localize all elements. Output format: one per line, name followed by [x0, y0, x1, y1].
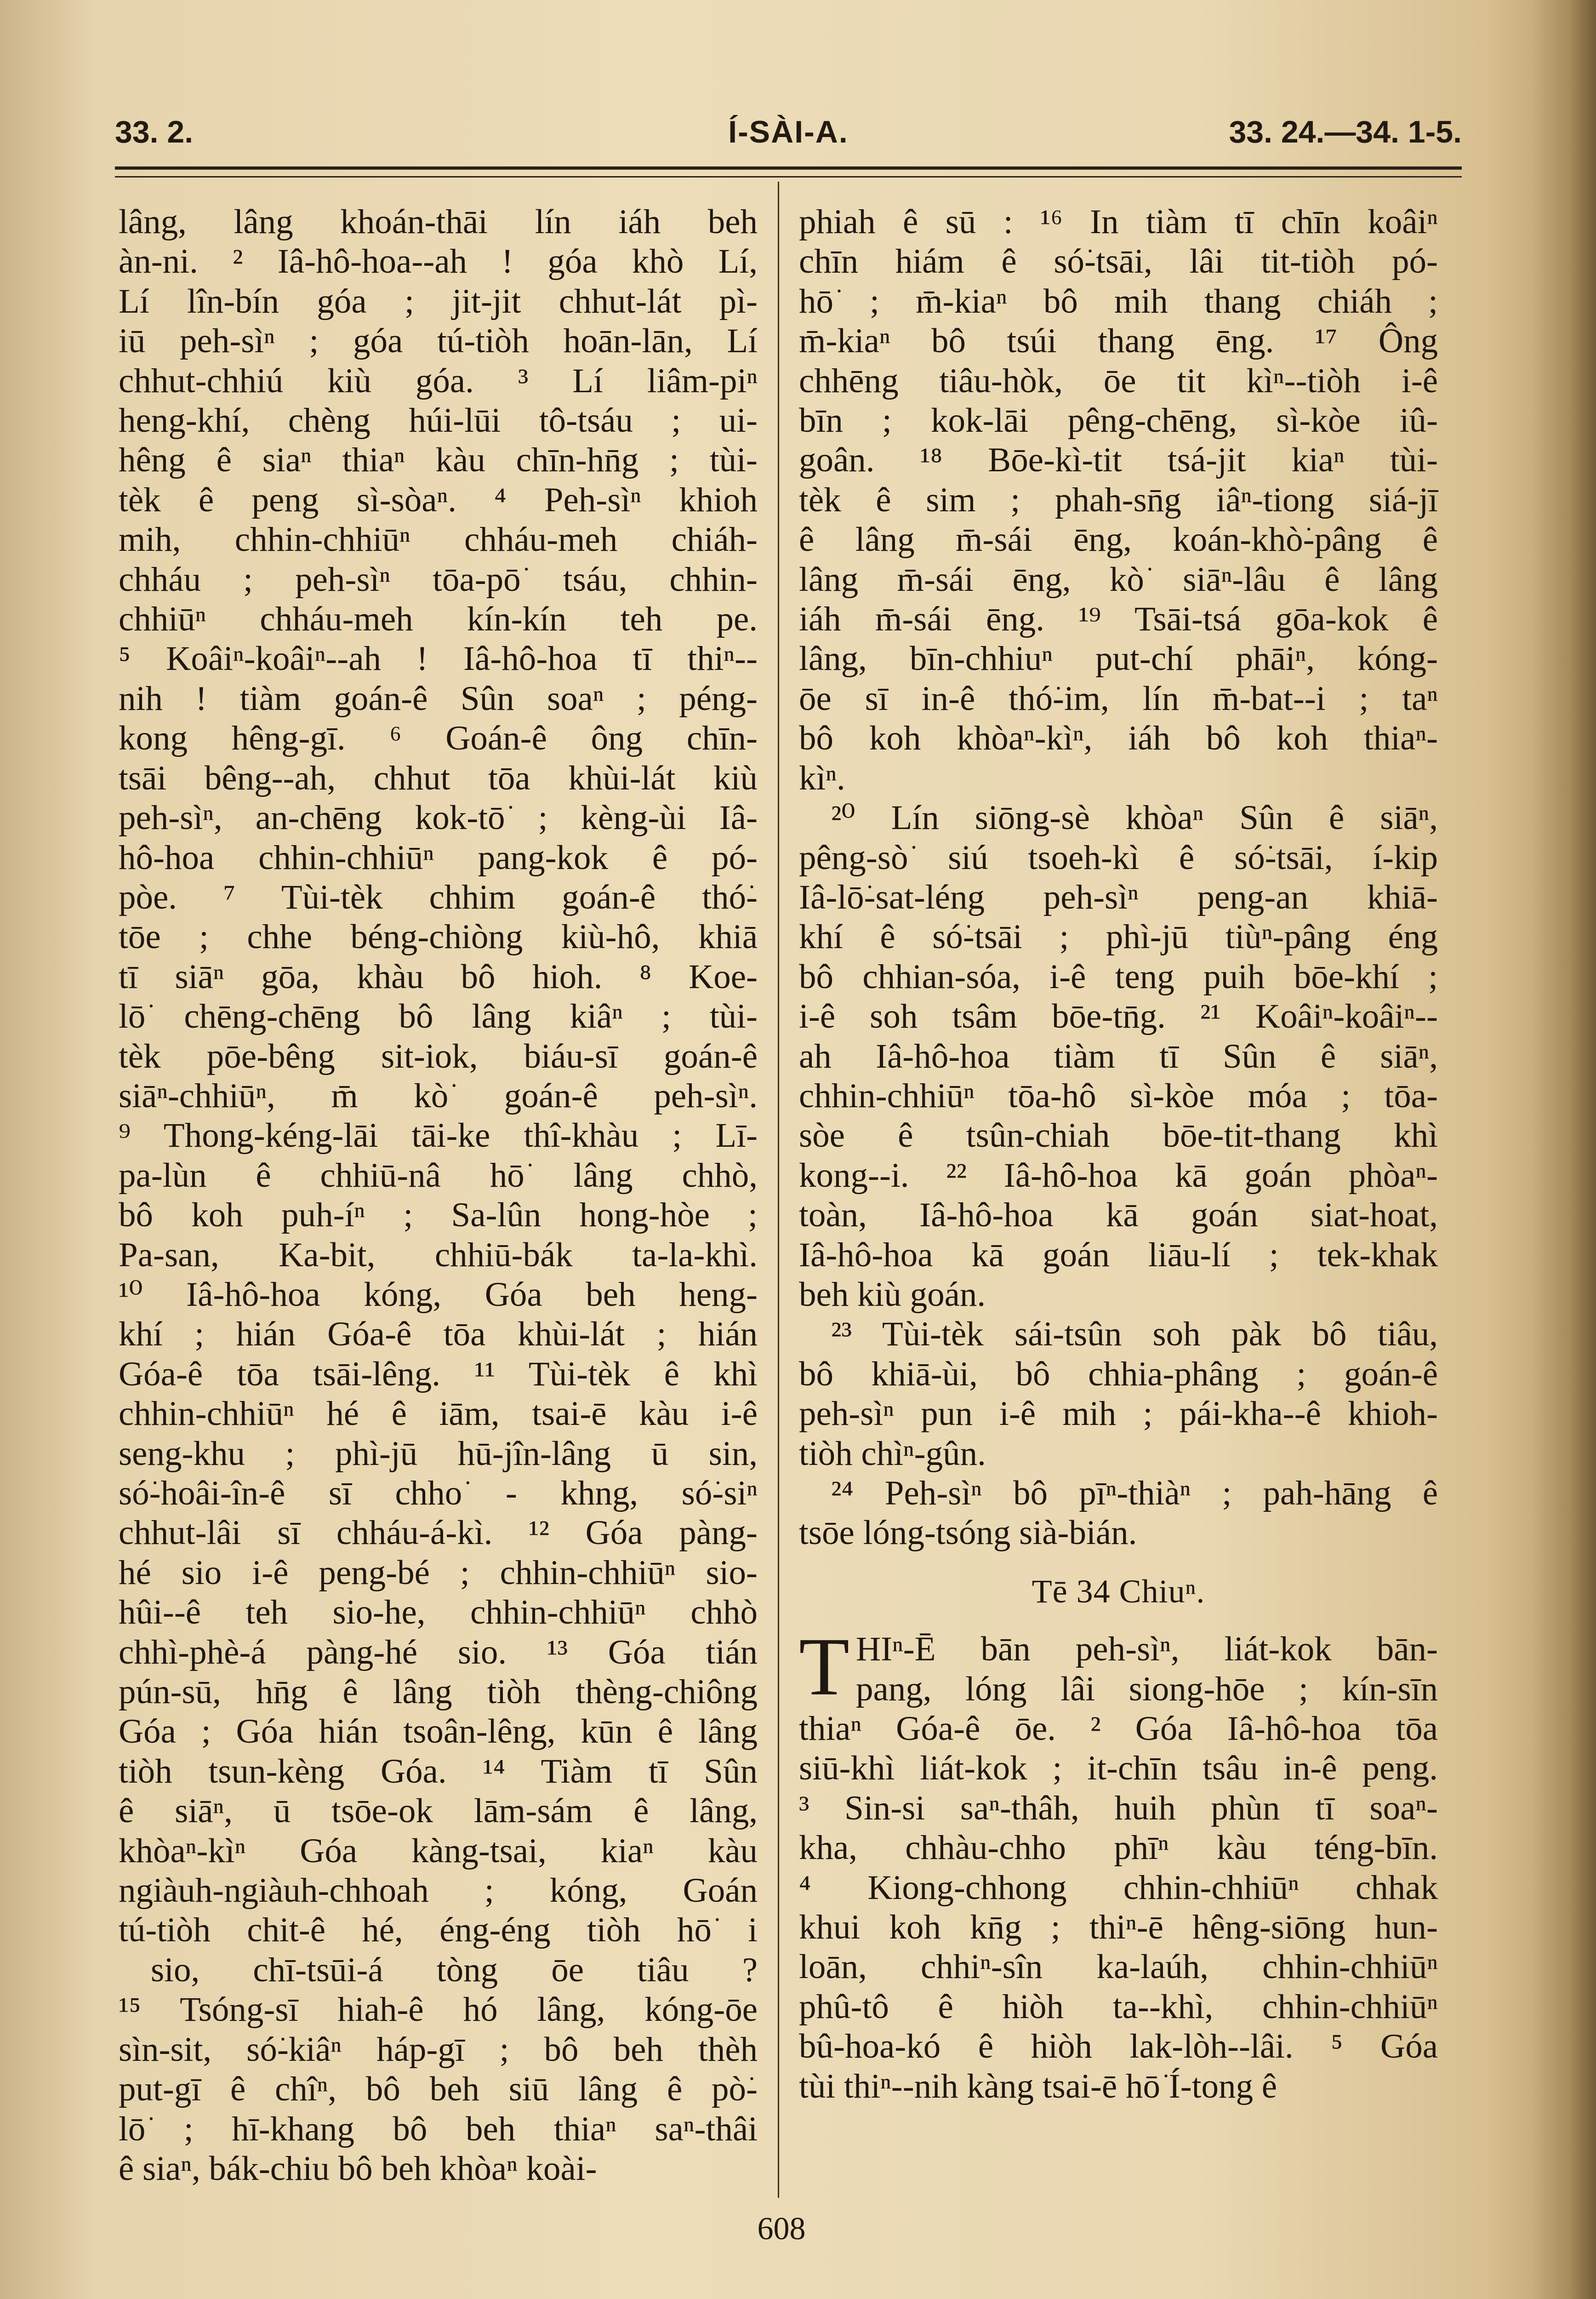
text-line: beh kiù goán.	[799, 1275, 986, 1314]
chapter-heading: Tē 34 Chiuⁿ.	[1032, 1573, 1205, 1610]
text-line: àn-ni. ² Iâ-hô-hoa--ah ! góa khò Lí,	[119, 242, 758, 281]
text-line: tiòh tsun-kèng Góa. ¹⁴ Tiàm tī Sûn	[119, 1752, 758, 1790]
text-line: lō͘ chēng-chēng bô lâng kiâⁿ ; tùi-	[119, 997, 758, 1036]
text-line: phû-tô ê hiòh ta--khì, chhin-chhiūⁿ	[799, 1987, 1438, 2026]
text-line: sìn-sit, só͘-kiâⁿ háp-gī ; bô beh thèh	[119, 2030, 758, 2069]
text-line: sio, chī-tsūi-á tòng ōe tiâu ?	[151, 1950, 758, 1989]
text-line: hé sio i-ê peng-bé ; chhin-chhiūⁿ sio-	[119, 1553, 758, 1592]
text-line: ²⁴ Peh-sìⁿ bô pīⁿ-thiàⁿ ; pah-hāng ê	[831, 1474, 1438, 1512]
text-line: i-ê soh tsâm bōe-tn̄g. ²¹ Koâiⁿ-koâiⁿ--	[799, 997, 1438, 1036]
header-verse-range: 33. 24.—34. 1-5.	[1229, 114, 1462, 149]
header-rule-thick	[115, 166, 1462, 170]
right-column-chapter-33-text	[799, 202, 1438, 1553]
text-line: bīn ; kok-lāi pêng-chēng, sì-kòe iû-	[799, 401, 1438, 440]
text-line: ê siaⁿ, bák-chiu bô beh khòaⁿ koài-	[119, 2149, 597, 2188]
text-line: ²³ Tùi-tèk sái-tsûn soh pàk bô tiâu,	[831, 1315, 1438, 1354]
text-line: sòe ê tsûn-chiah bōe-tit-thang khì	[799, 1116, 1438, 1155]
text-line: ¹⁰ Iâ-hô-hoa kóng, Góa beh heng-	[119, 1275, 758, 1314]
text-line: ê siāⁿ, ū tsōe-ok lām-sám ê lâng,	[119, 1792, 758, 1830]
text-line: ⁵ Koâiⁿ-koâiⁿ--ah ! Iâ-hô-hoa tī thiⁿ--	[119, 640, 758, 678]
text-line: bô koh puh-íⁿ ; Sa-lûn hong-hòe ;	[119, 1196, 758, 1235]
text-line: khui koh kn̄g ; thiⁿ-ē hêng-siōng hun-	[799, 1908, 1438, 1947]
text-line: lâng, bīn-chhiuⁿ put-chí phāiⁿ, kóng-	[799, 640, 1438, 678]
text-line: lâng m̄-sái ēng, kò͘ siāⁿ-lâu ê lâng	[799, 560, 1438, 599]
text-line: kìⁿ.	[799, 759, 845, 797]
text-line: khòaⁿ-kìⁿ Góa kàng-tsai, kiaⁿ kàu	[119, 1831, 758, 1870]
right-column-chapter-34-text	[799, 1621, 1438, 2106]
text-line: tsōe lóng-tsóng sià-bián.	[799, 1514, 1137, 1552]
running-header	[115, 114, 1462, 165]
text-line: mih, chhin-chhiūⁿ chháu-meh chiáh-	[119, 520, 758, 559]
text-line: ê lâng m̄-sái ēng, koán-khò͘-pâng ê	[799, 520, 1438, 559]
text-line: chhēng tiâu-hòk, ōe tit kìⁿ--tiòh i-ê	[799, 361, 1438, 400]
binding-shadow	[1532, 0, 1596, 2299]
text-line: pa-lùn ê chhiū-nâ hō͘ lâng chhò,	[119, 1156, 758, 1195]
text-line: ngiàuh-ngiàuh-chhoah ; kóng, Goán	[119, 1871, 758, 1910]
text-line: tùi thiⁿ--nih kàng tsai-ē hō͘ Í-tong ê	[799, 2067, 1277, 2105]
text-line: HIⁿ-Ē bān peh-sìⁿ, liát-kok bān-	[855, 1630, 1438, 1669]
text-line: Góa ; Góa hián tsoân-lêng, kūn ê lâng	[119, 1712, 758, 1751]
text-line: ah Iâ-hô-hoa tiàm tī Sûn ê siāⁿ,	[799, 1037, 1438, 1075]
text-line: tōe ; chhe béng-chiòng kiù-hô, khiā	[119, 918, 758, 956]
text-line: siāⁿ-chhiūⁿ, m̄ kò͘ goán-ê peh-sìⁿ.	[119, 1076, 758, 1115]
text-line: heng-khí, chèng húi-lūi tô-tsáu ; ui-	[119, 401, 758, 440]
text-line: put-gī ê chîⁿ, bô beh siū lâng ê pò͘-	[119, 2070, 758, 2109]
text-line: só͘-hoâi-în-ê sī chho͘ - khng, só͘-siⁿ	[119, 1474, 758, 1512]
text-line: khí ê só͘-tsāi ; phì-jū tiùⁿ-pâng éng	[799, 918, 1438, 956]
header-rule-thin	[115, 176, 1462, 177]
text-line: tsāi bêng--ah, chhut tōa khùi-lát kiù	[119, 759, 758, 797]
text-line: chhin-chhiūⁿ hé ê iām, tsai-ē kàu i-ê	[119, 1395, 758, 1433]
text-line: bû-hoa-kó ê hiòh lak-lòh--lâi. ⁵ Góa	[799, 2027, 1438, 2066]
text-line: thiaⁿ Góa-ê ōe. ² Góa Iâ-hô-hoa tōa	[799, 1710, 1438, 1748]
text-line: hûi--ê teh sio-he, chhin-chhiūⁿ chhò	[119, 1593, 758, 1632]
text-line: hō͘ ; m̄-kiaⁿ bô mih thang chiáh ;	[799, 282, 1438, 320]
right-text-column	[799, 202, 1438, 2106]
text-line: Góa-ê tōa tsāi-lêng. ¹¹ Tùi-tèk ê khì	[119, 1355, 758, 1393]
text-line: lō͘ ; hī-khang bô beh thiaⁿ saⁿ-thâi	[119, 2110, 758, 2148]
text-line: pang, lóng lâi siong-hōe ; kín-sīn	[855, 1670, 1438, 1708]
text-line: tèk ê peng sì-sòaⁿ. ⁴ Peh-sìⁿ khioh	[119, 480, 758, 519]
text-line: kong hêng-gī. ⁶ Goán-ê ông chīn-	[119, 719, 758, 758]
text-line: pêng-sò͘ siú tsoeh-kì ê só͘-tsāi, í-kip	[799, 838, 1438, 877]
text-line: loān, chhiⁿ-sîn ka-laúh, chhin-chhiūⁿ	[799, 1948, 1438, 1986]
text-line: chhin-chhiūⁿ tōa-hô sì-kòe móa ; tōa-	[799, 1076, 1438, 1115]
text-line: goân. ¹⁸ Bōe-kì-tit tsá-jit kiaⁿ tùi-	[799, 441, 1438, 480]
text-line: tī siāⁿ gōa, khàu bô hioh. ⁸ Koe-	[119, 957, 758, 996]
header-book-title: Í-SÀI-A.	[728, 114, 849, 149]
text-line: Iâ-hô-hoa kā goán liāu-lí ; tek-khak	[799, 1235, 1438, 1274]
text-line: ³ Sin-si saⁿ-thâh, huih phùn tī soaⁿ-	[799, 1789, 1438, 1827]
text-line: hô-hoa chhin-chhiūⁿ pang-kok ê pó-	[119, 838, 758, 877]
text-line: khí ; hián Góa-ê tōa khùi-lát ; hián	[119, 1315, 758, 1354]
text-line: bô khiā-ùi, bô chhia-phâng ; goán-ê	[799, 1355, 1438, 1393]
text-line: chīn hiám ê só͘-tsāi, lâi tit-tiòh pó-	[799, 242, 1438, 281]
text-line: Pa-san, Ka-bit, chhiū-bák ta-la-khì.	[119, 1235, 758, 1274]
text-line: tèk ê sim ; phah-sn̄g iâⁿ-tiong siá-jī	[799, 480, 1438, 519]
text-line: hêng ê siaⁿ thiaⁿ kàu chīn-hn̄g ; tùi-	[119, 441, 758, 480]
text-line: pòe. ⁷ Tùi-tèk chhim goán-ê thó͘-	[119, 878, 758, 916]
text-line: nih ! tiàm goán-ê Sûn soaⁿ ; péng-	[119, 679, 758, 718]
text-line: kha, chhàu-chho phīⁿ kàu téng-bīn.	[799, 1829, 1438, 1867]
text-line: toàn, Iâ-hô-hoa kā goán siat-hoat,	[799, 1196, 1438, 1235]
text-line: peh-sìⁿ pun i-ê mih ; pái-kha--ê khioh-	[799, 1395, 1438, 1433]
text-line: chhut-chhiú kiù góa. ³ Lí liâm-piⁿ	[119, 361, 758, 400]
left-text-column	[119, 202, 758, 2189]
text-line: chhiūⁿ chháu-meh kín-kín teh pe.	[119, 600, 758, 639]
text-line: ²⁰ Lín siōng-sè khòaⁿ Sûn ê siāⁿ,	[831, 799, 1438, 837]
text-line: ⁹ Thong-kéng-lāi tāi-ke thî-khàu ; Lī-	[119, 1116, 758, 1155]
text-line: bô chhian-sóa, i-ê teng puih bōe-khí ;	[799, 957, 1438, 996]
column-divider	[778, 182, 779, 2198]
text-line: chhì-phè-á pàng-hé sio. ¹³ Góa tián	[119, 1633, 758, 1671]
text-line: bô koh khòaⁿ-kìⁿ, iáh bô koh thiaⁿ-	[799, 719, 1438, 758]
drop-cap-letter: T	[799, 1621, 849, 1713]
text-line: siū-khì liát-kok ; it-chīn tsâu in-ê peng.	[799, 1749, 1438, 1788]
text-line: m̄-kiaⁿ bô tsúi thang ēng. ¹⁷ Ông	[799, 322, 1438, 360]
text-line: chháu ; peh-sìⁿ tōa-pō͘ tsáu, chhin-	[119, 560, 758, 599]
text-line: phiah ê sū : ¹⁶ In tiàm tī chīn koâiⁿ	[799, 203, 1438, 241]
text-line: tèk pōe-bêng sit-iok, biáu-sī goán-ê	[119, 1037, 758, 1075]
text-line: seng-khu ; phì-jū hū-jîn-lâng ū sin,	[119, 1434, 758, 1473]
text-line: ōe sī in-ê thó͘-im, lín m̄-bat--i ; taⁿ	[799, 679, 1438, 718]
text-line: iū peh-sìⁿ ; góa tú-tiòh hoān-lān, Lí	[119, 322, 758, 360]
header-verse-start: 33. 2.	[115, 114, 194, 149]
text-line: iáh m̄-sái ēng. ¹⁹ Tsāi-tsá gōa-kok ê	[799, 600, 1438, 639]
text-line: lâng, lâng khoán-thāi lín iáh beh	[119, 203, 758, 241]
text-line: ¹⁵ Tsóng-sī hiah-ê hó lâng, kóng-ōe	[119, 1990, 758, 2029]
text-line: chhut-lâi sī chháu-á-kì. ¹² Góa pàng-	[119, 1514, 758, 1552]
page-number: 608	[757, 2211, 806, 2247]
text-line: ⁴ Kiong-chhong chhin-chhiūⁿ chhak	[799, 1868, 1438, 1907]
text-line: tú-tiòh chit-ê hé, éng-éng tiòh hō͘ i	[119, 1911, 758, 1950]
text-line: tiòh chìⁿ-gûn.	[799, 1434, 986, 1473]
text-line: kong--i. ²² Iâ-hô-hoa kā goán phòaⁿ-	[799, 1156, 1438, 1195]
text-line: Lí lîn-bín góa ; jit-jit chhut-lát pì-	[119, 282, 758, 320]
text-line: peh-sìⁿ, an-chēng kok-tō͘ ; kèng-ùi Iâ-	[119, 799, 758, 837]
text-line: Iâ-lō͘-sat-léng peh-sìⁿ peng-an khiā-	[799, 878, 1438, 916]
text-line: pún-sū, hn̄g ê lâng tiòh thèng-chiông	[119, 1673, 758, 1711]
